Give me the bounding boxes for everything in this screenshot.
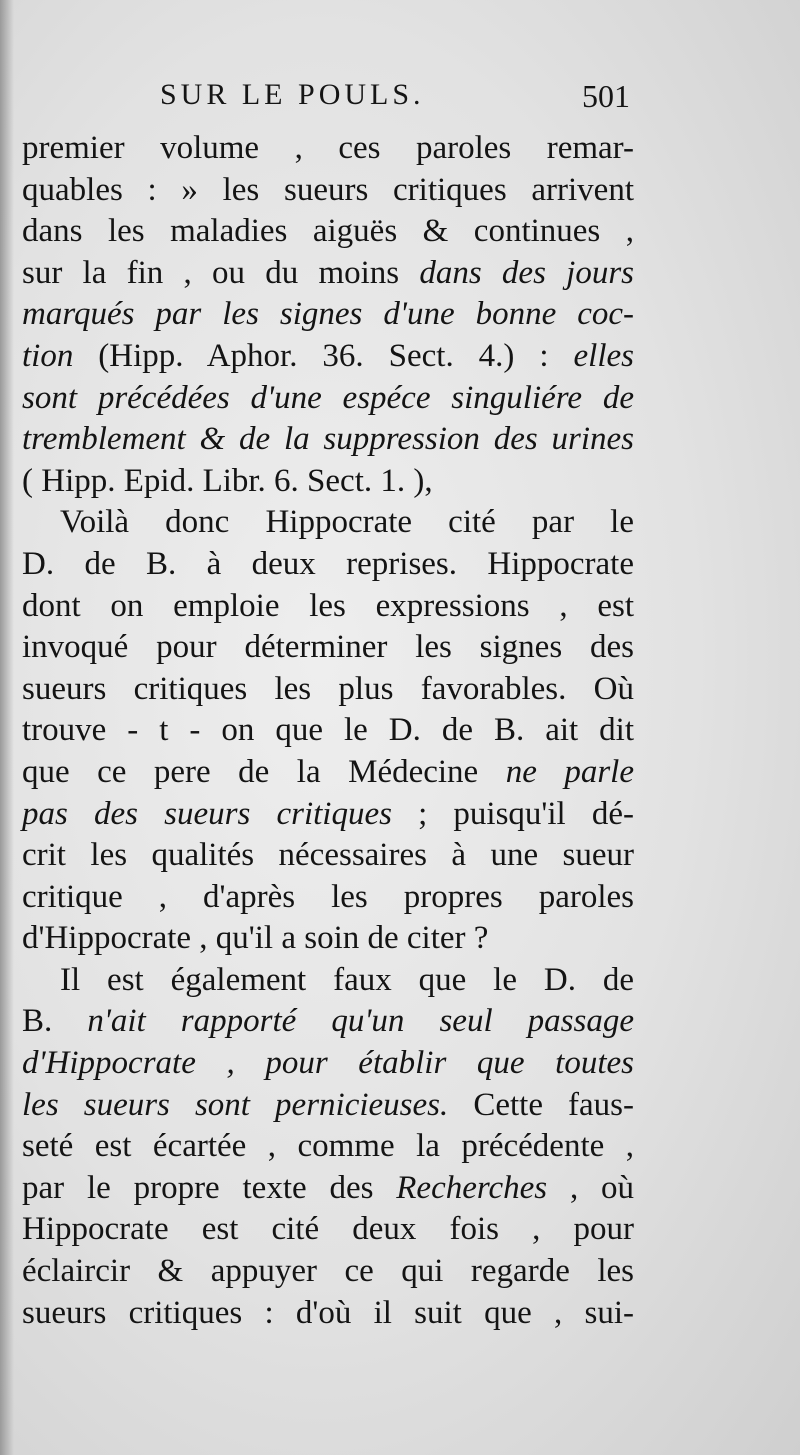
text-line — [22, 1001, 634, 1043]
text-line — [22, 211, 634, 253]
text-line — [22, 1293, 634, 1335]
italic-text-run: tremblement & de la suppression des urines — [22, 421, 634, 458]
text-line — [22, 1251, 634, 1293]
text-run: Voilà donc Hippocrate cité par le — [60, 504, 634, 541]
text-run: quables : » les sueurs critiques arrivent — [22, 171, 634, 208]
italic-text-run: sont précédées d'une espéce singuliére de — [22, 379, 634, 416]
text-run: sueurs critiques les plus favorables. Où — [22, 670, 634, 707]
text-line — [22, 1209, 634, 1251]
text-line — [22, 419, 634, 461]
page-number: 501 — [582, 78, 630, 114]
italic-text-run: dans des jours — [419, 254, 635, 291]
text-line — [22, 378, 634, 420]
italic-text-run: les sueurs sont pernicieuses. — [22, 1086, 449, 1123]
text-run: sueurs critiques : d'où il suit que , sui- — [22, 1294, 634, 1331]
text-run: par le propre texte des — [22, 1169, 397, 1206]
text-line — [22, 294, 634, 336]
text-run: Cette faus- — [448, 1086, 635, 1123]
text-line — [22, 170, 634, 212]
text-line — [22, 253, 634, 295]
text-line — [22, 586, 634, 628]
text-run: dont on emploie les expressions , est — [22, 587, 634, 624]
text-line — [22, 877, 634, 919]
text-line — [22, 502, 634, 544]
text-line — [22, 1168, 634, 1210]
text-line — [22, 1085, 634, 1127]
text-run: , où — [547, 1169, 634, 1206]
text-line — [22, 128, 634, 170]
text-line — [22, 669, 634, 711]
text-line — [22, 1043, 634, 1085]
text-line — [22, 336, 634, 378]
running-head — [160, 78, 630, 122]
italic-text-run: marqués par les signes d'une bonne coc- — [22, 296, 634, 333]
text-line — [22, 960, 634, 1002]
text-run: seté est écartée , comme la précédente , — [22, 1128, 634, 1165]
italic-text-run: ne parle — [505, 753, 634, 790]
text-run: crit les qualités nécessaires à une sueur — [22, 837, 634, 874]
text-run: que ce pere de la Médecine — [22, 753, 506, 790]
text-line — [22, 794, 634, 836]
text-run: premier volume , ces paroles remar- — [22, 130, 634, 166]
italic-text-run: tion — [22, 337, 74, 374]
text-run: critique , d'après les propres paroles — [22, 878, 634, 915]
italic-text-run: pas des sueurs critiques — [22, 795, 392, 832]
text-run: invoqué pour déterminer les signes des — [22, 629, 634, 666]
text-run: D. de B. à deux reprises. Hippocrate — [22, 545, 634, 582]
italic-text-run: elles — [573, 337, 634, 374]
text-line — [22, 710, 634, 752]
page-edge-shadow — [0, 0, 14, 1455]
text-line — [22, 1126, 634, 1168]
text-line — [22, 627, 634, 669]
italic-text-run: n'ait rapporté qu'un seul passage — [87, 1003, 634, 1040]
text-run: d'Hippocrate , qu'il a soin de citer ? — [22, 920, 489, 957]
text-run: trouve - t - on que le D. de B. ait dit — [22, 712, 634, 749]
running-title: SUR LE POULS. — [160, 78, 425, 111]
text-run: Il est également faux que le D. de — [60, 961, 634, 998]
text-run: Hippocrate est cité deux fois , pour — [22, 1211, 634, 1248]
text-run: sur la fin , ou du moins — [22, 254, 420, 291]
italic-text-run: Recherches — [396, 1169, 548, 1206]
text-line — [22, 835, 634, 877]
body-text — [22, 128, 634, 1334]
text-run: B. — [22, 1003, 88, 1040]
text-run: (Hipp. Aphor. 36. Sect. 4.) : — [73, 337, 574, 374]
text-run: ( Hipp. Epid. Libr. 6. Sect. 1. ), — [22, 462, 433, 499]
text-run: dans les maladies aiguës & continues , — [22, 213, 634, 250]
text-line — [22, 918, 634, 960]
text-line — [22, 544, 634, 586]
italic-text-run: d'Hippocrate , pour établir que toutes — [22, 1045, 634, 1082]
text-line — [22, 461, 634, 503]
text-run: ; puisqu'il dé- — [391, 795, 634, 832]
text-run: éclaircir & appuyer ce qui regarde les — [22, 1253, 634, 1290]
text-line — [22, 752, 634, 794]
